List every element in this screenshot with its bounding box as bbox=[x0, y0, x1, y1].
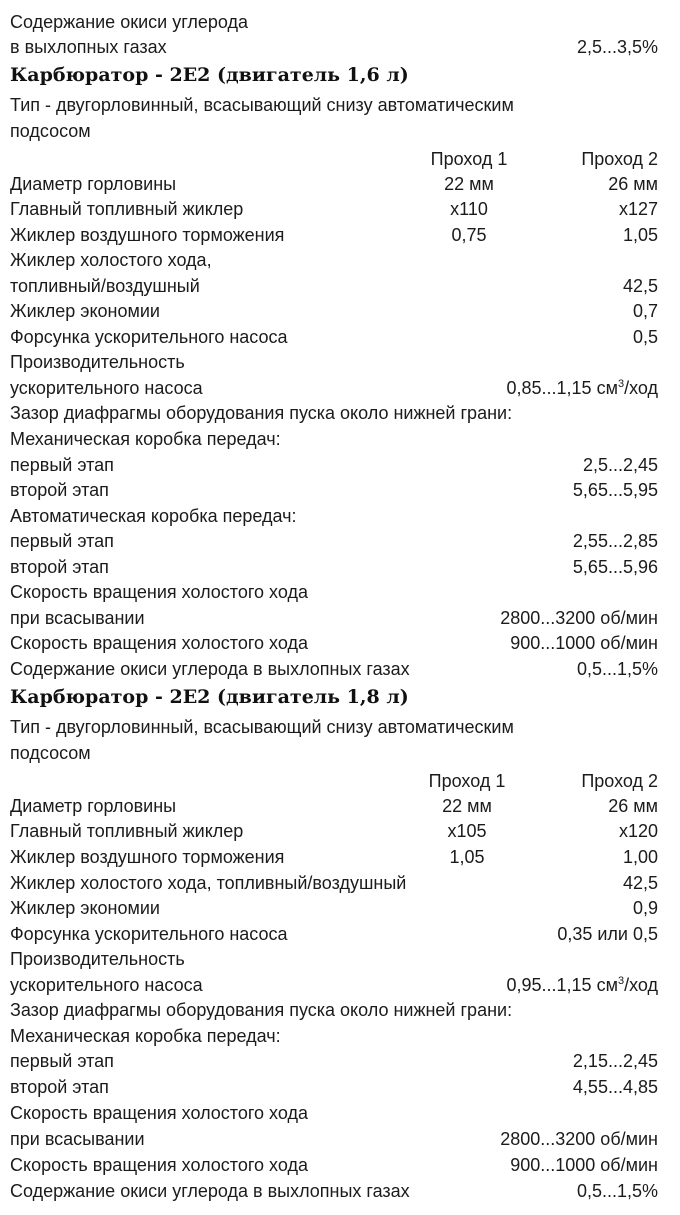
carb16-co-label: Содержание окиси углерода в выхлопных газах bbox=[10, 659, 410, 679]
carb16-idle-jet-row-2 bbox=[10, 273, 658, 299]
carb16-idle-speed-suction-label-line1: Скорость вращения холостого хода bbox=[10, 582, 308, 602]
carb18-idle-speed-label: Скорость вращения холостого хода bbox=[10, 1155, 308, 1175]
carb18-perf-value-sup: 3 bbox=[617, 975, 625, 987]
carb18-manual-row: Механическая коробка передач: bbox=[10, 1026, 281, 1046]
carb18-perf-row-2 bbox=[10, 972, 658, 998]
carb18-co-row bbox=[10, 1178, 658, 1204]
carb16-accel-nozzle-label: Форсунка ускорительного насоса bbox=[10, 327, 288, 347]
carb18-perf-value-unit: /ход bbox=[624, 975, 658, 995]
carb18-idle-speed-suction-value: 2800...3200 об/мин bbox=[500, 1129, 658, 1149]
intro-co-row-2 bbox=[10, 34, 658, 60]
carb18-perf-label-line2: ускорительного насоса bbox=[10, 975, 203, 995]
carb18-main-jet-pass2: x120 bbox=[618, 821, 658, 841]
carb18-throat-pass1: 22 мм bbox=[442, 796, 492, 816]
carb16-co-value: 0,5...1,5% bbox=[576, 659, 658, 679]
carb16-throat-pass1: 22 мм bbox=[444, 174, 494, 194]
carb16-idle-jet-row-1 bbox=[10, 247, 658, 273]
carb16-idle-jet-value: 42,5 bbox=[622, 276, 658, 296]
carb18-manual-stage1-value: 2,15...2,45 bbox=[572, 1051, 658, 1071]
carb16-auto-stage1-label: первый этап bbox=[10, 531, 114, 551]
carb18-pass1-header: Проход 1 bbox=[428, 771, 506, 791]
carb16-manual-stage1-row bbox=[10, 452, 658, 478]
carb16-throat-label: Диаметр горловины bbox=[10, 174, 177, 194]
carb16-manual-stage2-value: 5,65...5,95 bbox=[572, 480, 658, 500]
carb16-idle-speed-suction-row-1 bbox=[10, 579, 658, 605]
carb18-idle-jet-value: 42,5 bbox=[622, 873, 658, 893]
carb16-idle-jet-label-line1: Жиклер холостого хода, bbox=[10, 250, 212, 270]
carb16-air-jet-pass2: 1,05 bbox=[622, 225, 658, 245]
carb16-main-jet-pass2: x127 bbox=[618, 199, 658, 219]
carb16-econ-jet-label: Жиклер экономии bbox=[10, 301, 160, 321]
carb16-auto-stage2-row bbox=[10, 554, 658, 580]
carb18-idle-speed-suction-row-2 bbox=[10, 1126, 658, 1152]
carb18-co-value: 0,5...1,5% bbox=[576, 1181, 658, 1201]
carb16-air-jet-row bbox=[10, 222, 658, 248]
carb16-throat-row bbox=[10, 171, 658, 197]
carb18-idle-speed-suction-label-line2: при всасывании bbox=[10, 1129, 145, 1149]
carb18-accel-nozzle-label: Форсунка ускорительного насоса bbox=[10, 924, 288, 944]
carb18-perf-value-number: 0,95...1,15 см bbox=[506, 975, 618, 995]
carb16-main-jet-label: Главный топливный жиклер bbox=[10, 199, 244, 219]
carb16-throat-pass2: 26 мм bbox=[608, 174, 658, 194]
carb16-pass2-header: Проход 2 bbox=[581, 149, 658, 169]
carb18-idle-speed-row bbox=[10, 1152, 658, 1178]
carb16-air-jet-label: Жиклер воздушного торможения bbox=[10, 225, 285, 245]
carb18-perf-value bbox=[507, 972, 659, 998]
carb18-air-jet-label: Жиклер воздушного торможения bbox=[10, 847, 285, 867]
carb16-perf-value-unit: /ход bbox=[624, 378, 658, 398]
carb18-econ-jet-row bbox=[10, 895, 658, 921]
carb18-idle-speed-suction-row-1 bbox=[10, 1100, 658, 1126]
carb16-perf-value bbox=[507, 375, 659, 401]
carb16-auto-stage1-row bbox=[10, 528, 658, 554]
carb16-idle-speed-value: 900...1000 об/мин bbox=[510, 633, 658, 653]
intro-co-row bbox=[10, 9, 658, 35]
carb16-manual-stage1-value: 2,5...2,45 bbox=[582, 455, 658, 475]
carb18-heading: Карбюратор - 2E2 (двигатель 1,8 л) bbox=[10, 686, 409, 708]
carb16-econ-jet-row bbox=[10, 298, 658, 324]
carb18-main-jet-row bbox=[10, 818, 658, 844]
carb18-econ-jet-label: Жиклер экономии bbox=[10, 898, 160, 918]
carb16-air-jet-pass1: 0,75 bbox=[451, 225, 487, 245]
carb18-main-jet-pass1: x105 bbox=[447, 821, 487, 841]
carb16-co-row bbox=[10, 656, 658, 682]
carb16-idle-speed-row bbox=[10, 630, 658, 656]
carb16-accel-nozzle-value: 0,5 bbox=[632, 327, 658, 347]
carb18-accel-nozzle-row bbox=[10, 921, 658, 947]
carb18-type-line1: Тип - двугорловинный, всасывающий снизу автоматическим bbox=[10, 717, 514, 737]
carb18-air-jet-row bbox=[10, 844, 658, 870]
carb18-manual-stage1-label: первый этап bbox=[10, 1051, 114, 1071]
carb18-accel-nozzle-value: 0,35 или 0,5 bbox=[557, 924, 658, 944]
carb18-econ-jet-value: 0,9 bbox=[632, 898, 658, 918]
carb18-gap-row: Зазор диафрагмы оборудования пуска около нижней грани: bbox=[10, 1000, 513, 1020]
intro-co-label-line2: в выхлопных газах bbox=[10, 37, 167, 57]
intro-co-label-line1: Содержание окиси углерода bbox=[10, 12, 249, 32]
carb18-idle-speed-suction-label-line1: Скорость вращения холостого хода bbox=[10, 1103, 308, 1123]
carb16-heading: Карбюратор - 2E2 (двигатель 1,6 л) bbox=[10, 64, 409, 86]
carb16-econ-jet-value: 0,7 bbox=[632, 301, 658, 321]
carb16-main-jet-pass1: x110 bbox=[450, 199, 488, 219]
carb16-auto-stage2-value: 5,65...5,96 bbox=[572, 557, 658, 577]
carb18-type-line2: подсосом bbox=[10, 743, 91, 763]
carb18-main-jet-label: Главный топливный жиклер bbox=[10, 821, 244, 841]
carb16-type-line1: Тип - двугорловинный, всасывающий снизу автоматическим bbox=[10, 95, 514, 115]
carb16-perf-value-number: 0,85...1,15 см bbox=[506, 378, 618, 398]
carb16-idle-speed-suction-label-line2: при всасывании bbox=[10, 608, 145, 628]
carb16-manual-stage2-label: второй этап bbox=[10, 480, 109, 500]
carb18-throat-label: Диаметр горловины bbox=[10, 796, 177, 816]
carb16-manual-stage2-row bbox=[10, 477, 658, 503]
carb18-air-jet-pass2: 1,00 bbox=[622, 847, 658, 867]
carb16-auto-stage1-value: 2,55...2,85 bbox=[572, 531, 658, 551]
carb18-air-jet-pass1: 1,05 bbox=[449, 847, 485, 867]
carb18-throat-row bbox=[10, 793, 658, 819]
carb16-perf-row-1 bbox=[10, 349, 658, 375]
carb16-idle-speed-suction-value: 2800...3200 об/мин bbox=[500, 608, 658, 628]
carb16-pass1-header: Проход 1 bbox=[430, 149, 508, 169]
carb18-pass2-header: Проход 2 bbox=[581, 771, 658, 791]
carb16-perf-row-2 bbox=[10, 375, 658, 401]
carb16-pass-headers bbox=[10, 146, 658, 172]
carb18-manual-stage2-row bbox=[10, 1074, 658, 1100]
carb16-auto-stage2-label: второй этап bbox=[10, 557, 109, 577]
carb16-idle-speed-label: Скорость вращения холостого хода bbox=[10, 633, 308, 653]
carb16-manual-stage1-label: первый этап bbox=[10, 455, 114, 475]
carb18-perf-row-1 bbox=[10, 946, 658, 972]
carb18-idle-jet-label: Жиклер холостого хода, топливный/воздушный bbox=[10, 873, 407, 893]
carb16-type-line2: подсосом bbox=[10, 121, 91, 141]
carb18-pass-headers bbox=[10, 768, 658, 794]
carb16-perf-label-line2: ускорительного насоса bbox=[10, 378, 203, 398]
intro-co-value: 2,5...3,5% bbox=[576, 37, 658, 57]
carb16-main-jet-row bbox=[10, 196, 658, 222]
carb16-auto-row: Автоматическая коробка передач: bbox=[10, 506, 297, 526]
carb18-perf-label-line1: Производительность bbox=[10, 949, 185, 969]
carb16-idle-jet-label-line2: топливный/воздушный bbox=[10, 276, 200, 296]
carb16-idle-speed-suction-row-2 bbox=[10, 605, 658, 631]
carb18-throat-pass2: 26 мм bbox=[608, 796, 658, 816]
carb18-co-label: Содержание окиси углерода в выхлопных газах bbox=[10, 1181, 410, 1201]
carb16-gap-row: Зазор диафрагмы оборудования пуска около нижней грани: bbox=[10, 403, 513, 423]
carb16-accel-nozzle-row bbox=[10, 324, 658, 350]
carb16-perf-value-sup: 3 bbox=[617, 378, 625, 390]
carb18-idle-speed-value: 900...1000 об/мин bbox=[510, 1155, 658, 1175]
carb18-idle-jet-row bbox=[10, 870, 658, 896]
carb16-manual-row: Механическая коробка передач: bbox=[10, 429, 281, 449]
carb18-manual-stage1-row bbox=[10, 1048, 658, 1074]
carb18-manual-stage2-label: второй этап bbox=[10, 1077, 109, 1097]
carb18-manual-stage2-value: 4,55...4,85 bbox=[572, 1077, 658, 1097]
carb16-perf-label-line1: Производительность bbox=[10, 352, 185, 372]
